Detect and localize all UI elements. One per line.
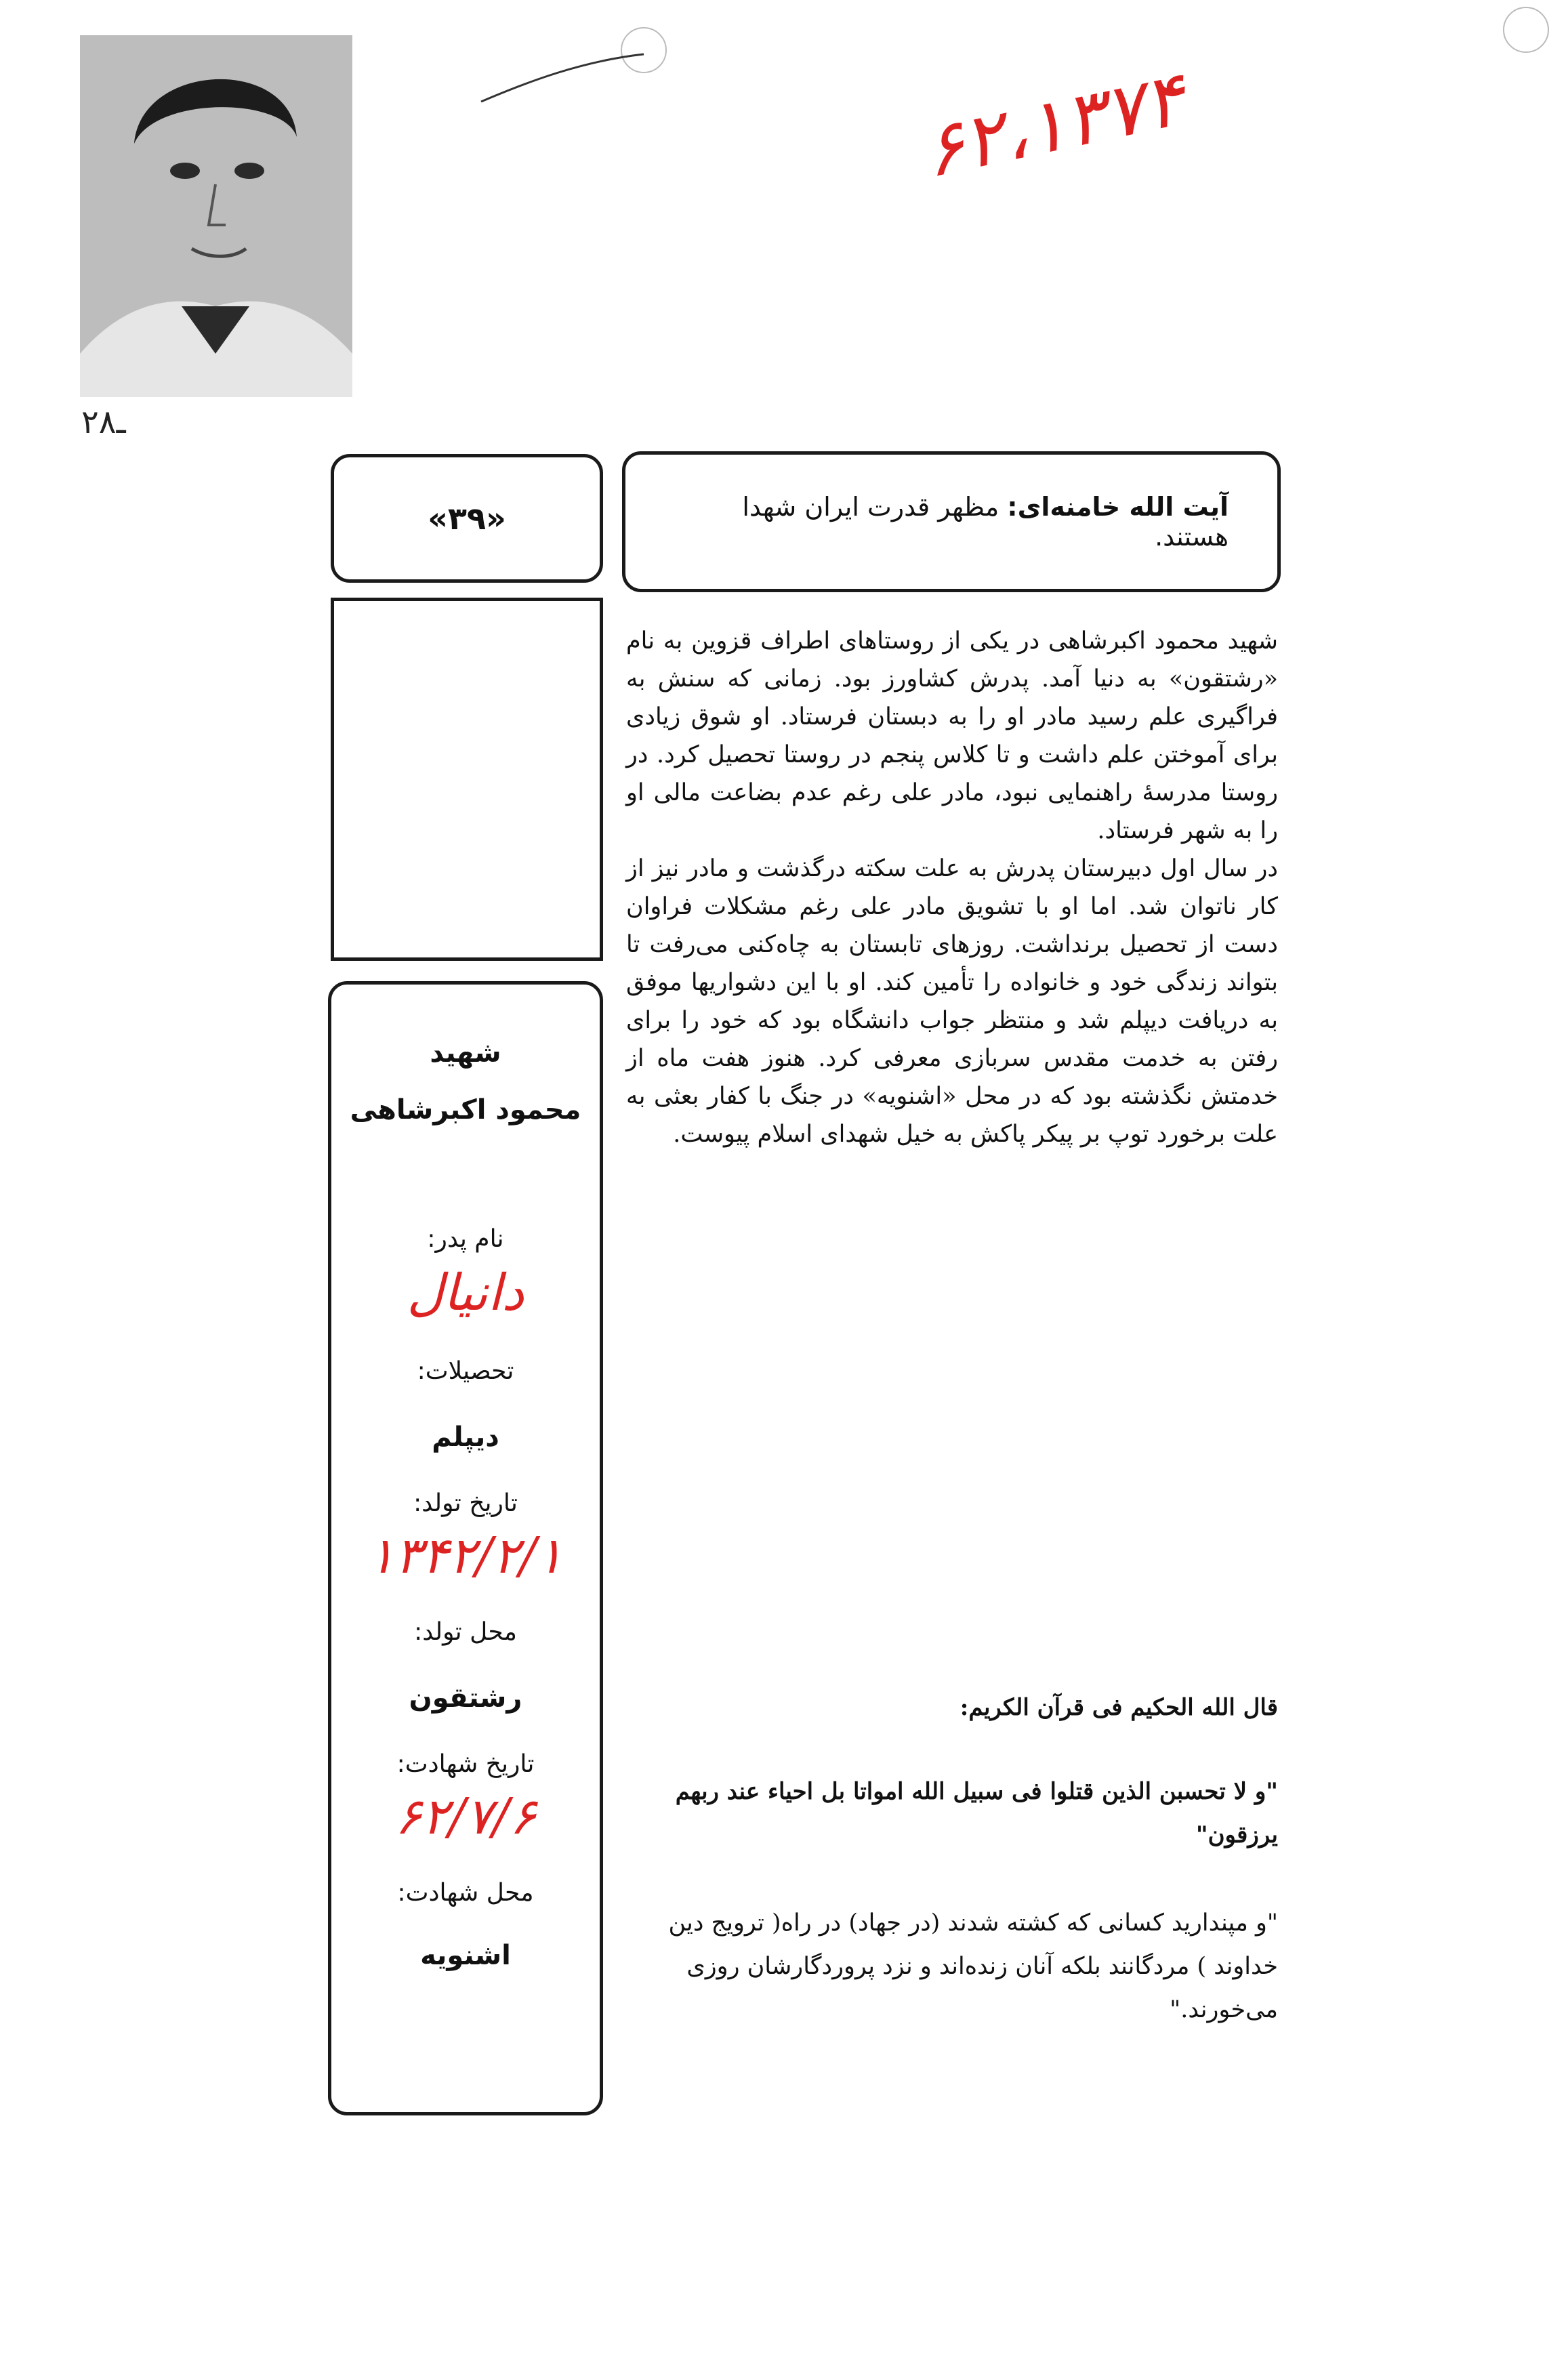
profile-box [328,981,603,2115]
quote-body: مظهر قدرت ایران شهدا هستند. [742,492,1229,552]
education-value: دیپلم [432,1422,499,1453]
verse-persian-text: و مپندارید کسانی که کشته شدند (در جهاد) در راه( ترویج دین خداوند ) مردگانند بلکه آنان زنده‌اند و نزد پروردگارشان روزی می‌خورند. [668,1909,1278,2023]
birth-date-label: تاریخ تولد: [413,1489,518,1517]
quote-text [674,492,1229,552]
verse-heading: قال الله الحکیم فی قرآن الکریم: [960,1694,1278,1721]
martyrdom-place-label: محل شهادت: [397,1879,534,1907]
record-number: «۳۹» [428,500,506,537]
pen-stroke [474,41,651,108]
biography [626,622,1278,1153]
father-label: نام پدر: [427,1225,504,1253]
quote-speaker: آیت الله خامنه‌ای: [1007,492,1229,522]
verse-persian: "و مپندارید کسانی که کشته شدند (در جهاد) در راه( ترویج دین خداوند ) مردگانند بلکه آنان زنده‌اند و نزد پروردگارشان روزی می‌خورند." [668,1909,1278,2023]
empty-frame [331,598,603,961]
record-number-box [331,454,603,583]
birth-date-value: ۱۳۴۲/۲/۱ [367,1527,564,1585]
handwritten-code: ۶۲،۱۳۷۴ [915,54,1193,195]
birth-place-value: رشتقون [409,1682,522,1714]
biography-paragraph: در سال اول دبیرستان پدرش به علت سکته درگذشت و مادر نیز از کار ناتوان شد. اما او با تشویق مادر علی رغم مشکلات فراوان دست از تحصیل برنداشت. روزهای تابستان به چاه‌کنی می‌رفت تا بتواند زندگی خود و خانواده را تأمین کند. او با این دشواریها موفق به دریافت دیپلم شد و منتظر جواب دانشگاه بود که خود را برای رفتن به خدمت مقدس سربازی معرفی کرد. هنوز هفت ماه از خدمتش نگذشته بود که در محل «اشنویه» در جنگ با کفار بعثی به علت برخورد توپ بر پیکر پاکش به خیل شهدای اسلام پیوست. [626,855,1278,1148]
quran-verse-block [626,1694,1278,2031]
birth-place-label: محل تولد: [414,1618,517,1646]
quote-box [622,451,1281,592]
biography-paragraph: شهید محمود اکبرشاهی در یکی از روستاهای اطراف قزوین به نام «رشتقون» به دنیا آمد. پدرش کشاورز بود. زمانی که سنش به فراگیری علم رسید مادر او را به دبستان فرستاد. او شوق زیادی برای آموختن علم داشت و تا کلاس پنجم در روستا تحصیل کرد. در روستا مدرسهٔ راهنمایی نبود، مادر علی رغم عدم بضاعت مالی او را به شهر فرستاد. [626,627,1278,844]
martyrdom-date-label: تاریخ شهادت: [396,1750,535,1778]
father-value: دانیال [407,1264,524,1322]
punch-hole-right [1503,7,1549,53]
verse-arabic: "و لا تحسبن الذین قتلوا فی سبیل الله امواتا بل احیاء عند ربهم یرزقون" [675,1778,1278,1848]
martyrdom-place-value: اشنویه [420,1940,511,1971]
verse-arabic-text: و لا تحسبن الذین قتلوا فی سبیل الله امواتا بل احیاء عند ربهم یرزقون [675,1778,1278,1848]
martyrdom-date-value: ۶۲/۷/۶ [394,1787,537,1846]
page-number-mark: ۲۸ـ [81,403,126,441]
portrait-photo [80,35,352,397]
profile-name: محمود اکبرشاهی [350,1094,581,1125]
education-label: تحصیلات: [417,1357,514,1385]
profile-title: شهید [430,1037,501,1069]
